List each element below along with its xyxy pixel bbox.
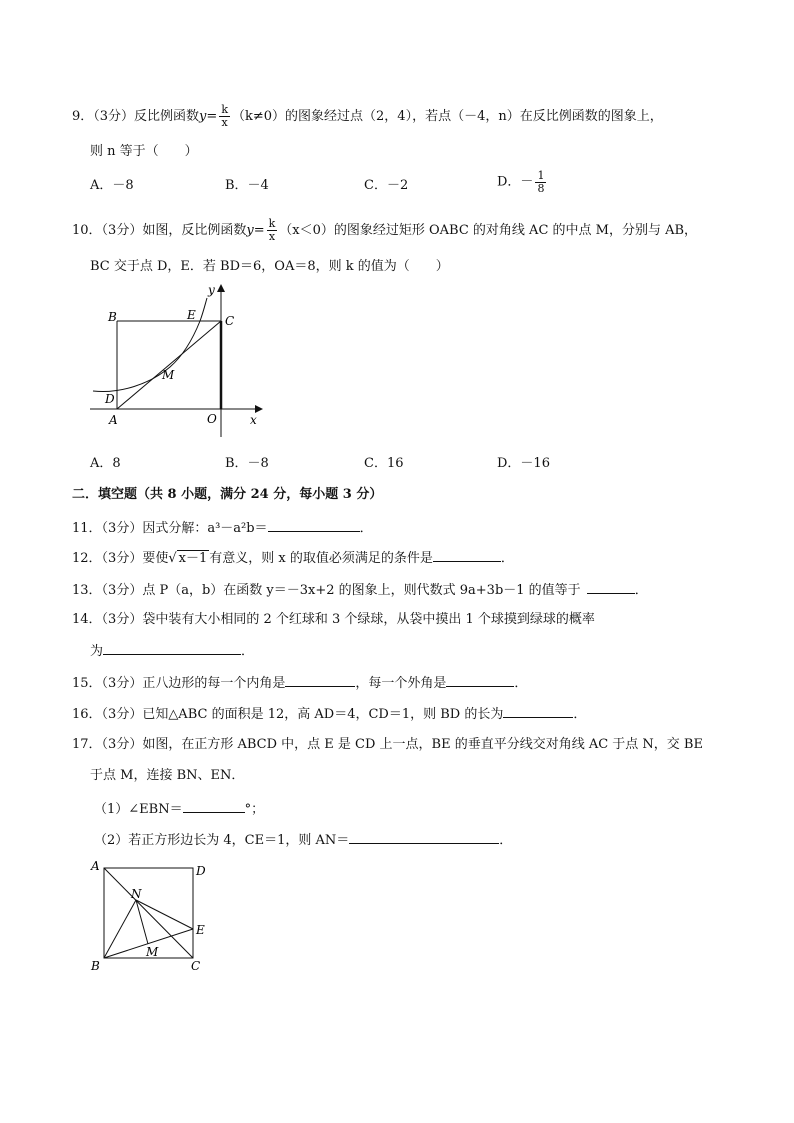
- label-m: M: [162, 368, 175, 382]
- q10-option-a: A．8: [90, 456, 121, 471]
- q14-line2: [90, 641, 254, 661]
- q10-option-c: C．16: [364, 456, 404, 471]
- q17-sub1-blank[interactable]: [183, 799, 245, 813]
- q15-blank-2[interactable]: [446, 673, 514, 687]
- q15-end: ．: [514, 676, 528, 691]
- q12-end: ．: [500, 551, 514, 566]
- q10-eq: =: [253, 223, 265, 238]
- label-a: A: [109, 413, 118, 427]
- q10-option-d: D．－16: [497, 456, 550, 471]
- q13-text: 13．（3分）点 P（a，b）在函数 y＝－3x+2 的图象上，则代数式 9a+3b－1 的值等于: [72, 583, 581, 598]
- q10-option-b: B．－8: [225, 456, 269, 471]
- q17-line1: 17．（3分）如图，在正方形 ABCD 中，点 E 是 CD 上一点，BE 的垂直平分线交对角线 AC 于点 N，交 BE: [72, 737, 703, 752]
- q9-option-c: C．－2: [364, 178, 409, 193]
- label-c: C: [191, 959, 201, 973]
- q9-line1: [72, 104, 663, 129]
- x-axis-arrow: [255, 405, 263, 413]
- q10-line1: [72, 218, 697, 243]
- section2-heading: 二．填空题（共 8 小题，满分 24 分，每小题 3 分）: [72, 487, 383, 502]
- q12-suffix: 有意义，则 x 的取值必须满足的条件是: [209, 551, 433, 566]
- q11-blank[interactable]: [268, 518, 360, 532]
- q9-frac-den: x: [221, 116, 228, 129]
- q9-condition: （k≠0）的图象经过点（2，4），若点（－4，n）在反比例函数的图象上，: [231, 109, 663, 124]
- q16-line: [72, 704, 586, 724]
- q9-eq: =: [206, 109, 218, 124]
- q14-prefix: 为: [90, 644, 104, 659]
- q17-sub1-end: °；: [244, 802, 265, 817]
- label-d: D: [105, 392, 115, 406]
- q15-line: [72, 673, 527, 693]
- label-c: C: [225, 314, 235, 328]
- q15-text: 15．（3分）正八边形的每一个内角是: [72, 676, 286, 691]
- q13-end: ．: [634, 583, 648, 598]
- label-y: y: [208, 283, 215, 297]
- q12-line: [72, 548, 514, 568]
- label-e: E: [187, 308, 196, 322]
- label-b: B: [108, 310, 117, 324]
- q17-sub1-text: （1）∠EBN＝: [94, 802, 183, 817]
- q12-sqrt: √ x－1: [168, 551, 208, 566]
- q17-sub2-text: （2）若正方形边长为 4，CE＝1，则 AN＝: [94, 833, 350, 848]
- q12-blank[interactable]: [433, 548, 501, 562]
- q11-line: [72, 518, 373, 538]
- q10-prefix: 10．（3分）如图，反比例函数: [72, 223, 247, 238]
- q15-blank-1[interactable]: [285, 673, 355, 687]
- q9-option-d-label: D．－: [497, 174, 534, 190]
- q11-end: ．: [359, 521, 373, 536]
- label-e: E: [196, 923, 205, 937]
- label-x: x: [250, 413, 257, 427]
- q17-sub2-blank[interactable]: [349, 830, 499, 844]
- q9-option-b: B．－4: [225, 178, 269, 193]
- q9-option-d: [497, 170, 548, 195]
- label-a: A: [91, 859, 100, 873]
- segment-ne: [136, 900, 193, 929]
- q9-fraction: [219, 104, 230, 129]
- label-d: D: [196, 864, 206, 878]
- q9-d-den: 8: [537, 182, 545, 195]
- q10-fraction: [267, 218, 278, 243]
- label-n: N: [131, 887, 142, 901]
- q11-text: 11．（3分）因式分解：a³－a²b＝: [72, 521, 268, 536]
- q14-line1: 14．（3分）袋中装有大小相同的 2 个红球和 3 个绿球，从袋中摸出 1 个球摸到绿球的概率: [72, 612, 595, 627]
- q15-mid: ，每一个外角是: [355, 676, 447, 691]
- q9-d-fraction: [535, 170, 546, 195]
- q16-text: 16．（3分）已知△ABC 的面积是 12，高 AD＝4，CD＝1，则 BD 的长为: [72, 707, 504, 722]
- q17-sub2: [94, 830, 512, 850]
- q9-d-num: 1: [537, 169, 545, 182]
- q14-blank[interactable]: [103, 641, 241, 655]
- q9-prefix: 9．（3分）反比例函数: [72, 109, 200, 124]
- q16-blank[interactable]: [503, 704, 573, 718]
- q10-figure: [80, 282, 280, 442]
- q13-line: [72, 580, 648, 600]
- q14-end: ．: [241, 644, 255, 659]
- q17-sub1: [94, 799, 264, 819]
- label-b: B: [91, 959, 100, 973]
- diagonal-ac: [117, 321, 221, 409]
- q10-y: y: [246, 223, 254, 238]
- q17-line2: 于点 M，连接 BN、EN．: [90, 768, 245, 783]
- q9-y: y: [199, 109, 207, 124]
- q12-prefix: 12．（3分）要使: [72, 551, 169, 566]
- q9-frac-num: k: [221, 103, 228, 116]
- q10-frac-num: k: [268, 217, 276, 230]
- q10-condition: （x＜0）的图象经过矩形 OABC 的对角线 AC 的中点 M，分别与 AB，: [279, 223, 698, 238]
- q16-end: ．: [573, 707, 587, 722]
- q17-figure: [86, 858, 216, 976]
- q10-line2: BC 交于点 D，E．若 BD＝6，OA＝8，则 k 的值为（ ）: [90, 259, 449, 274]
- q10-frac-den: x: [268, 230, 276, 243]
- q17-sub2-end: ．: [499, 833, 513, 848]
- label-m: M: [146, 945, 159, 959]
- q12-radicand: x－1: [178, 551, 208, 566]
- q9-option-a: A．－8: [90, 178, 134, 193]
- label-o: O: [207, 412, 217, 426]
- q13-blank[interactable]: [587, 580, 635, 594]
- y-axis-arrow: [217, 284, 225, 292]
- q9-line2: 则 n 等于（ ）: [90, 144, 198, 159]
